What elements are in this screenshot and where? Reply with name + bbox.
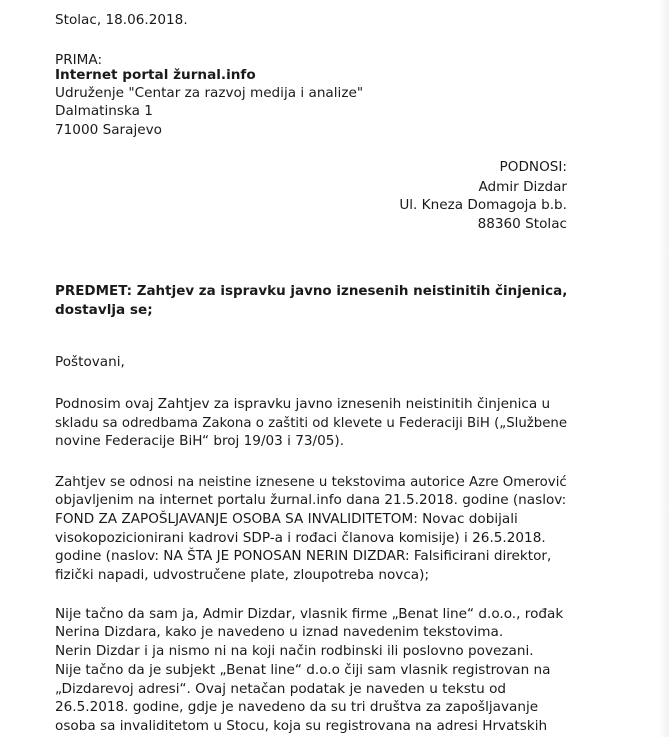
paragraph-3-line: Nerin Dizdar i ja nismo ni na koji način rodbinski ili poslovno povezani.	[55, 643, 534, 659]
sender-city: 88360 Stolac	[477, 216, 567, 232]
recipient-name: Internet portal žurnal.info	[55, 67, 256, 83]
sender-name: Admir Dizdar	[478, 179, 567, 195]
paragraph-2-line: Zahtjev se odnosi na neistine iznesene u tekstovima autorice Azre Omerović	[55, 474, 567, 490]
paragraph-2-line: visokopozicionirani kadrovi SDP-a i rođaci članova komisije) i 26.5.2018.	[55, 530, 546, 546]
greeting: Poštovani,	[55, 354, 125, 370]
date-line: Stolac, 18.06.2018.	[55, 12, 188, 28]
recipient-city: 71000 Sarajevo	[55, 122, 162, 138]
subject-line-1: PREDMET: Zahtjev za ispravku javno iznesenih neistinitih činjenica,	[55, 283, 568, 299]
paragraph-1-line: novine Federacije BiH“ broj 19/03 i 73/05).	[55, 433, 345, 449]
paragraph-3-line: Nerina Dizdara, kako je navedeno u iznad navedenim tekstovima.	[55, 624, 504, 640]
paragraph-1-line: skladu sa odredbama Zakona o zaštiti od klevete u Federaciji BiH („Službene	[55, 415, 568, 431]
paragraph-2-line: godine (naslov: NA ŠTA JE PONOSAN NERIN DIZDAR: Falsificirani direktor,	[55, 548, 552, 564]
paragraph-1-line: Podnosim ovaj Zahtjev za ispravku javno iznesenih neistinitih činjenica u	[55, 396, 551, 412]
page-edge-shadow	[659, 0, 669, 737]
paragraph-3-line: Nije tačno da sam ja, Admir Dizdar, vlasnik firme „Benat line“ d.o.o., rođak	[55, 606, 564, 622]
paragraph-2-line: fizički napadi, udvostručene plate, zloupotreba novca);	[55, 567, 430, 583]
sender-street: Ul. Kneza Domagoja b.b.	[399, 197, 567, 213]
subject-line-2: dostavlja se;	[55, 302, 153, 318]
paragraph-2-line: FOND ZA ZAPOŠLJAVANJE OSOBA SA INVALIDITETOM: Novac dobijali	[55, 511, 518, 527]
paragraph-2-line: objavljenim na internet portalu žurnal.info dana 21.5.2018. godine (naslov:	[55, 492, 567, 508]
paragraph-3-line: „Dizdarevoj adresi“. Ovaj netačan podatak je naveden u tekstu od	[55, 681, 507, 697]
paragraph-3-line: Nije tačno da je subjekt „Benat line“ d.o.o čiji sam vlasnik registrovan na	[55, 662, 551, 678]
recipient-label: PRIMA:	[55, 52, 103, 68]
paragraph-3-line: osoba sa invaliditetom u Stocu, koja su registrovana na adresi Hrvatskih	[55, 718, 548, 734]
sender-label: PODNOSI:	[499, 159, 567, 175]
recipient-org: Udruženje "Centar za razvoj medija i analize"	[55, 85, 364, 101]
recipient-street: Dalmatinska 1	[55, 103, 153, 119]
paragraph-3-line: 26.5.2018. godine, gdje je navedeno da su tri društva za zapošljavanje	[55, 699, 539, 715]
